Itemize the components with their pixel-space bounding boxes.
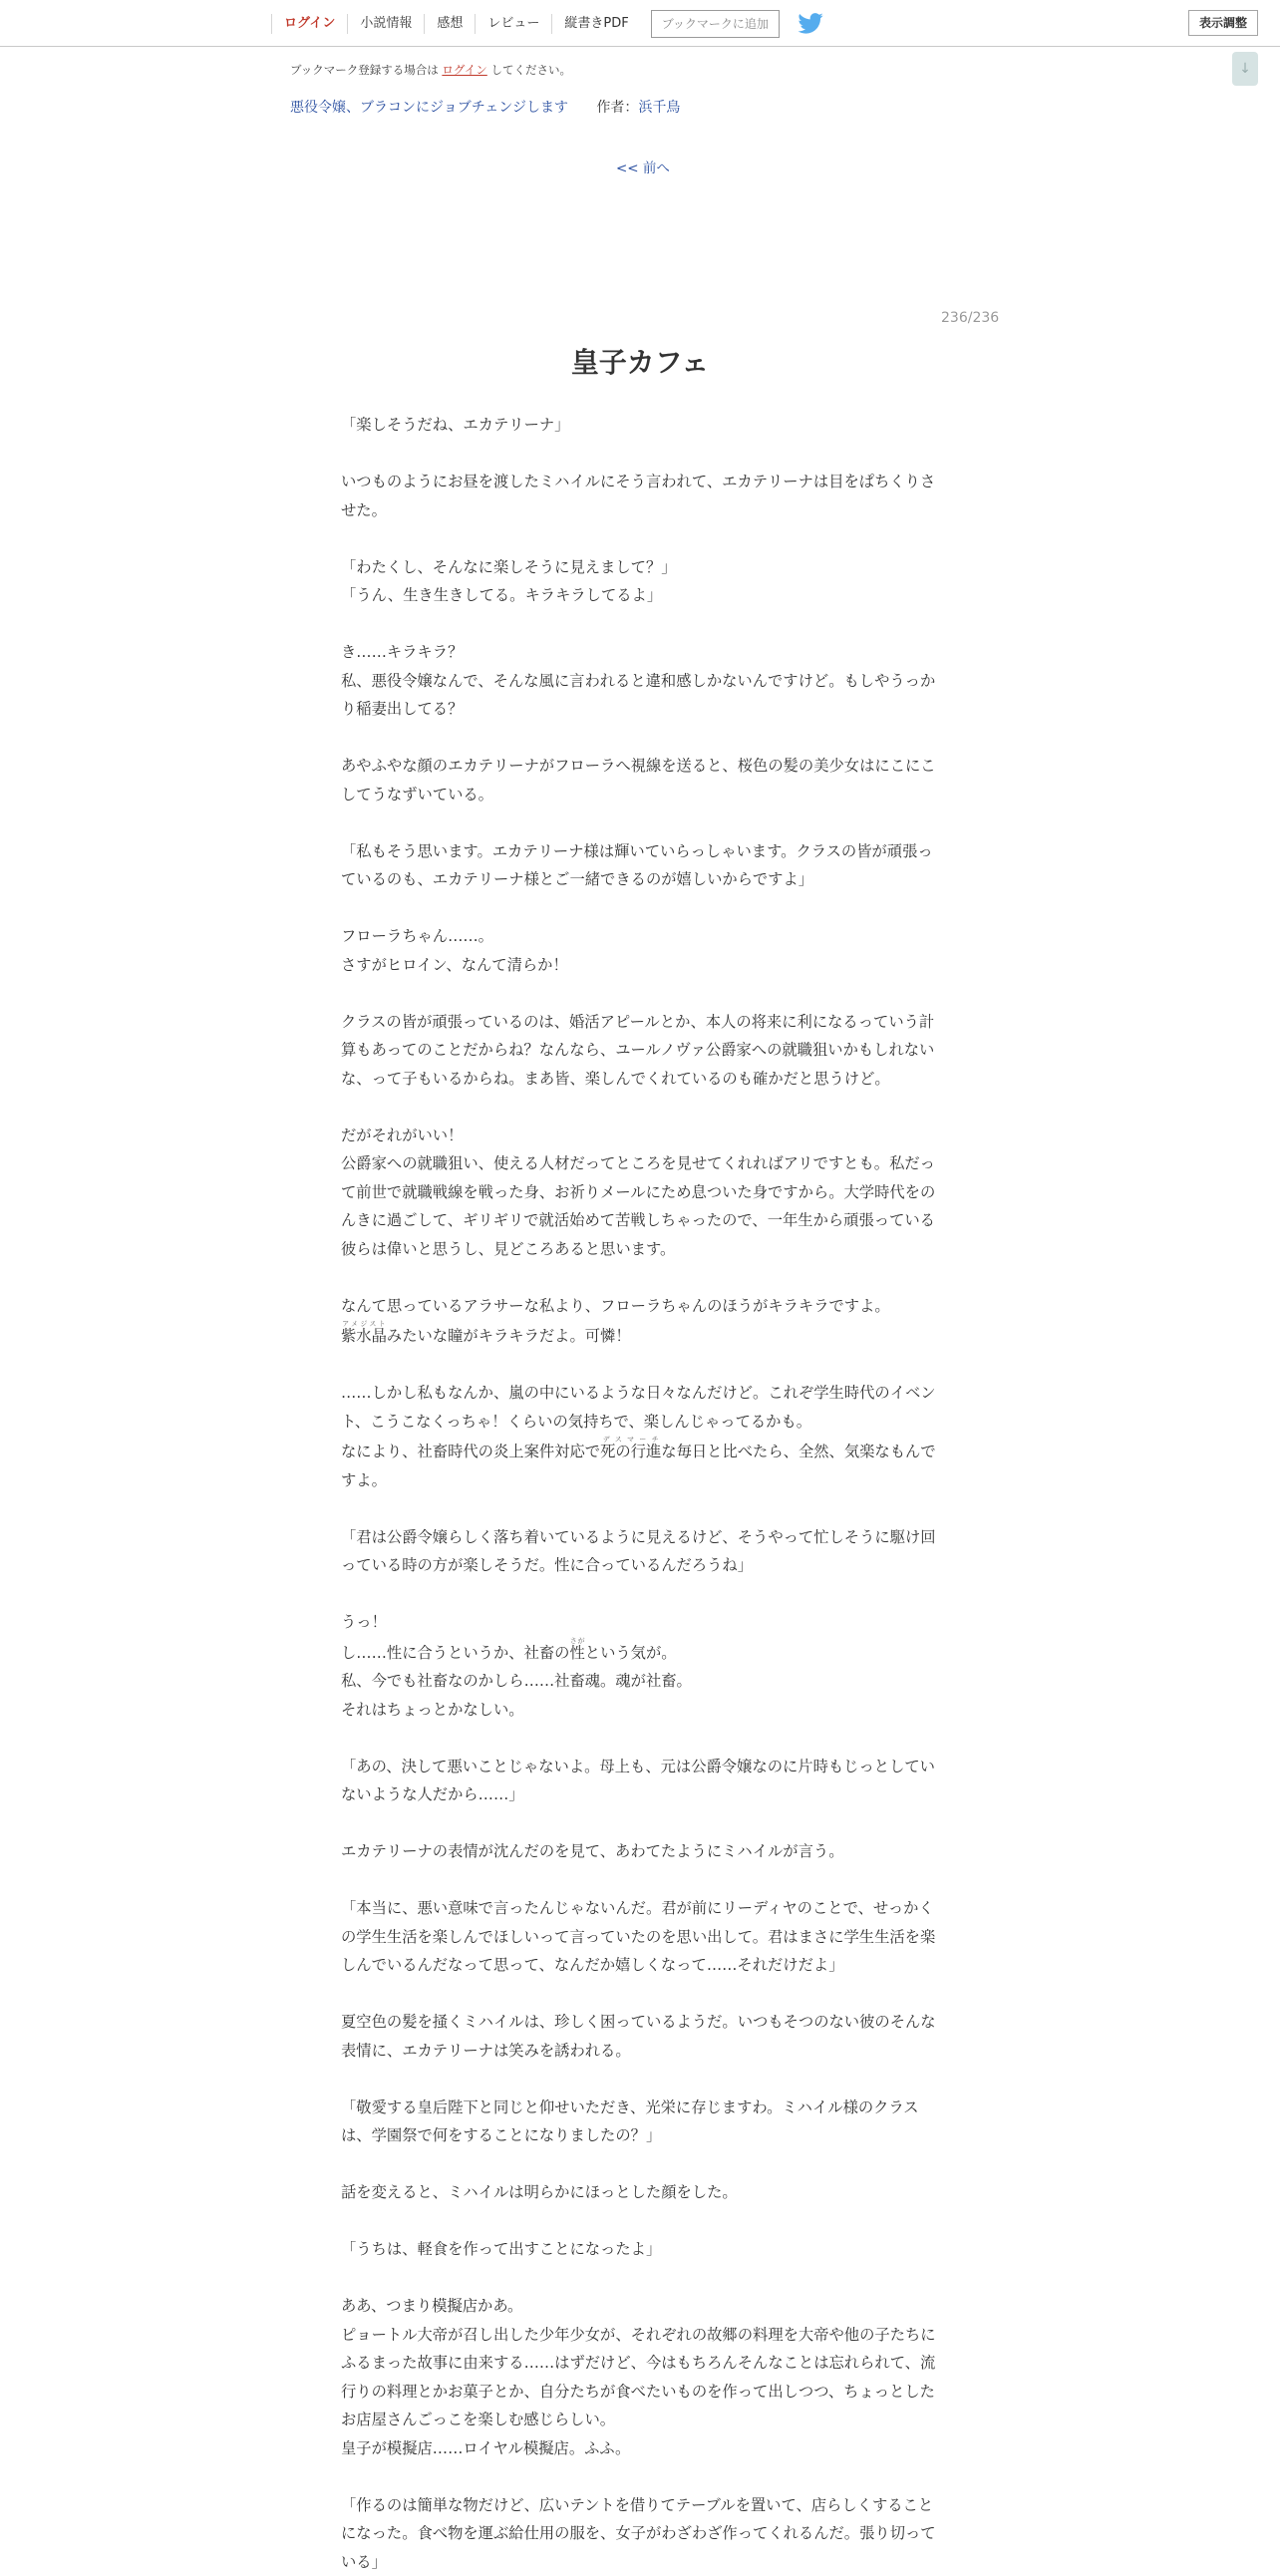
body-paragraph: 「本当に、悪い意味で言ったんじゃないんだ。君が前にリーディヤのことで、せっかくの学生生活を楽しんでほしいって言っていたのを思い出して。君はまさに学生生活を楽しんでいるんだなって思って、なんだか嬉しくなって……それだけだよ」 [341,1894,939,1980]
body-paragraph: 「私もそう思います。エカテリーナ様は輝いていらっしゃいます。クラスの皆が頑張っているのも、エカテリーナ様とご一緒できるのが嬉しいからですよ」 [341,837,939,894]
body-paragraph: エカテリーナの表情が沈んだのを見て、あわてたようにミハイルが言う。 [341,1837,939,1866]
ruby-pre-text: し……性に合うというか、社畜の [341,1644,569,1662]
body-paragraph: なんて思っているアラサーな私より、フローラちゃんのほうがキラキラですよ。 [341,1292,939,1321]
bookmark-login-link[interactable]: ログイン [442,63,486,77]
body-paragraph: あやふやな顔のエカテリーナがフローラへ視線を送ると、桜色の髪の美少女はにこにこしてうなずいている。 [341,752,939,808]
ruby-annotation [341,1327,387,1345]
body-paragraph: 「あの、決して悪いことじゃないよ。母上も、元は公爵令嬢なのに片時もじっとしていないような人だから……」 [341,1753,939,1809]
ruby-annotation [569,1644,584,1662]
body-paragraph: ……しかし私もなんか、嵐の中にいるような日々なんだけど。これぞ学生時代のイベント、こうこなくっちゃ！くらいの気持ちで、楽しんじゃってるかも。 [341,1379,939,1436]
body-paragraph: 「作るのは簡単な物だけど、広いテントを借りてテーブルを置いて、店らしくすることになった。食べ物を運ぶ給仕用の服を、女子がわざわざ作ってくれるんだ。張り切っている」 [341,2491,939,2576]
ruby-pre-text: なにより、社畜時代の炎上案件対応で [341,1443,600,1460]
add-bookmark-button[interactable]: ブックマークに追加 [651,10,780,38]
body-paragraph-ruby [341,1637,939,1668]
blank-line [341,1494,939,1523]
nav-vertical-pdf[interactable]: 縦書きPDF [551,14,640,34]
body-paragraph: 「わたくし、そんなに楽しそうに見えまして？」 [341,553,939,582]
ruby-reading: アメジスト [341,1320,387,1328]
body-paragraph: いつものようにお昼を渡したミハイルにそう言われて、エカテリーナは目をぱちくりさせた。 [341,468,939,524]
blank-line [341,2207,939,2236]
body-paragraph: それはちょっとかなしい。 [341,1696,939,1725]
body-paragraph: ピョートル大帝が召し出した少年少女が、それぞれの故郷の料理を大帝や他の子たちにふるまった故事に由来する……はずだけど、今はもちろんそんなことは忘れられて、流行りの料理とかお菓子とか、自分たちが食べたいものを作って出しつつ、ちょっとしたお店屋さんごっこを楽しむ感じらしい。 [341,2321,939,2434]
body-paragraph: 「楽しそうだね、エカテリーナ」 [341,411,939,440]
blank-line [341,1866,939,1895]
body-paragraph: 「うん、生き生きしてる。キラキラしてるよ」 [341,581,939,610]
blank-line [341,524,939,553]
blank-line [341,2462,939,2491]
novel-title-link[interactable]: 悪役令嬢、ブラコンにジョブチェンジします [290,100,568,116]
body-paragraph: だがそれがいい！ [341,1122,939,1150]
nav-review[interactable]: レビュー [475,14,551,34]
ruby-post-text: みたいな瞳がキラキラだよ。可憐！ [387,1327,631,1345]
ruby-base: 死の行進 [600,1443,661,1460]
twitter-icon[interactable] [798,13,823,35]
blank-line [341,1980,939,2009]
bookmark-note-text-after: してください。 [490,63,571,77]
body-paragraph: ああ、つまり模擬店かあ。 [341,2292,939,2321]
body-paragraph: 「敬愛する皇后陛下と同じと仰せいただき、光栄に存じますわ。ミハイル様のクラスは、学園祭で何をすることになりましたの？」 [341,2093,939,2150]
nav-impressions[interactable]: 感想 [424,14,475,34]
blank-line [341,2065,939,2093]
prev-page-link[interactable]: << 前へ [616,157,670,176]
author-link[interactable]: 浜千鳥 [638,100,680,116]
twitter-bird-icon [798,13,823,34]
nav-menu [271,0,823,47]
scroll-down-button[interactable]: ↓ [1232,52,1258,86]
body-paragraph: 話を変えると、ミハイルは明らかにほっとした顔をした。 [341,2178,939,2207]
ruby-post-text: な毎日と比べたら、全然、気楽なもんですよ。 [341,1443,936,1489]
ruby-base: 紫水晶 [341,1327,387,1345]
blank-line [341,1263,939,1292]
display-settings-button[interactable]: 表示調整 [1188,10,1258,36]
chapter-title: 皇子カフェ [0,341,1280,381]
ruby-base: 性 [569,1644,584,1662]
top-navigation-bar [0,0,1280,47]
novel-body [341,411,939,2576]
page-number: 236/236 [941,310,999,326]
body-paragraph-ruby [341,1320,939,1351]
body-paragraph: 「うちは、軽食を作って出すことになったよ」 [341,2235,939,2264]
blank-line [341,440,939,469]
blank-line [341,1351,939,1380]
body-paragraph: 私、今でも社畜なのかしら……社畜魂。魂が社畜。 [341,1667,939,1696]
body-paragraph: 「君は公爵令嬢らしく落ち着いているように見えるけど、そうやって忙しそうに駆け回っている時の方が楽しそうだ。性に合っているんだろうね」 [341,1523,939,1580]
ruby-annotation [600,1443,661,1460]
body-paragraph: さすがヒロイン、なんて清らか！ [341,951,939,980]
novel-title-row [290,97,680,117]
bookmark-note-text: ブックマーク登録する場合は [290,63,439,77]
blank-line [341,2264,939,2293]
body-paragraph: フローラちゃん……。 [341,922,939,951]
blank-line [341,1093,939,1122]
nav-novel-info[interactable]: 小説情報 [347,14,424,34]
blank-line [341,724,939,753]
body-paragraph: き……キラキラ？ [341,638,939,667]
ruby-reading: さが [569,1637,584,1645]
blank-line [341,1580,939,1609]
blank-line [341,894,939,923]
body-paragraph: 公爵家への就職狙い、使える人材だってところを見せてくれればアリですとも。私だって前世で就職戦線を戦った身、お祈りメールにため息ついた身ですから。大学時代をのんきに過ごして、ギリギリで就活始めて苦戦しちゃったので、一年生から頑張っている彼らは偉いと思うし、見どころあると思います。 [341,1149,939,1263]
blank-line [341,610,939,639]
ruby-reading: デスマーチ [600,1436,661,1444]
blank-line [341,979,939,1008]
body-paragraph-ruby [341,1436,939,1494]
body-paragraph: 私、悪役令嬢なんで、そんな風に言われると違和感しかないんですけど。もしやうっかり稲妻出してる？ [341,667,939,724]
body-paragraph: クラスの皆が頑張っているのは、婚活アピールとか、本人の将来に利になるっていう計算もあってのことだからね？なんなら、ユールノヴァ公爵家への就職狙いかもしれないな、って子もいるからね。まあ皆、楽しんでくれているのも確かだと思うけど。 [341,1008,939,1094]
body-paragraph: 夏空色の髪を掻くミハイルは、珍しく困っているようだ。いつもそつのない彼のそんな表情に、エカテリーナは笑みを誘われる。 [341,2008,939,2065]
ruby-post-text: という気が。 [585,1644,677,1662]
blank-line [341,2150,939,2179]
blank-line [341,1724,939,1753]
blank-line [341,1809,939,1838]
body-paragraph: 皇子が模擬店……ロイヤル模擬店。ふふ。 [341,2434,939,2463]
bookmark-login-note [290,62,571,78]
nav-login[interactable]: ログイン [271,14,347,34]
author-label: 作者： [596,100,638,116]
body-paragraph: うっ！ [341,1608,939,1637]
blank-line [341,808,939,837]
